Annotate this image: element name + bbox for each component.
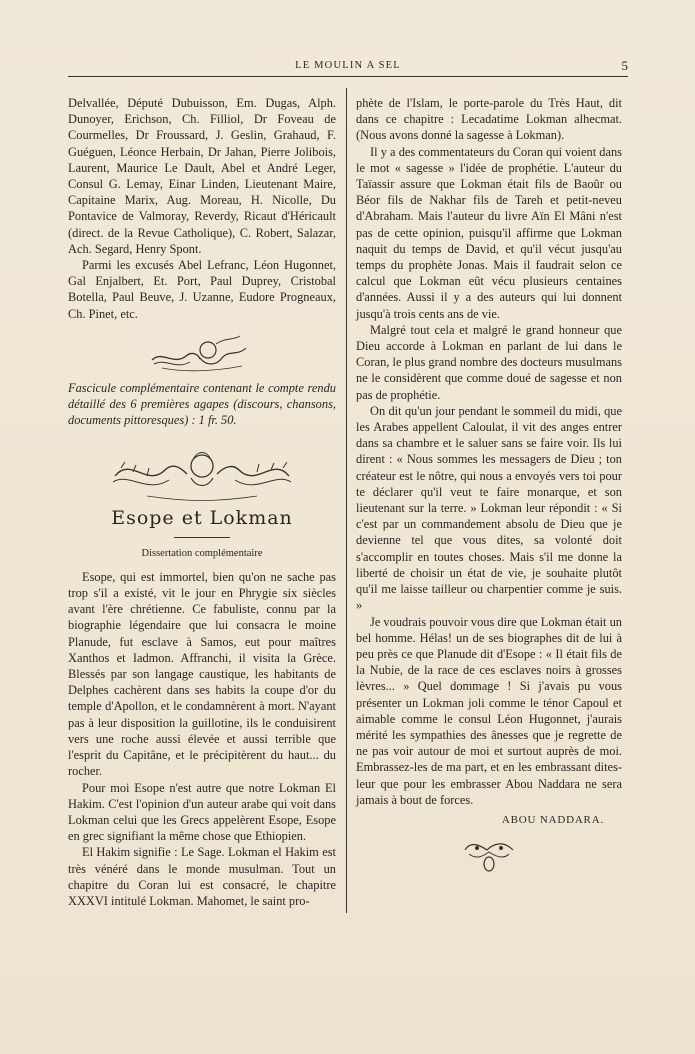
column-divider: [346, 88, 347, 913]
floral-ornament-icon: [459, 836, 519, 874]
fascicule-note: Fascicule complémentaire contenant le compte rendu détaillé des 6 premières agapes (discours, chansons, documents pittoresques) : 1 fr. 50.: [68, 380, 336, 428]
left-column: [68, 95, 336, 909]
lokman-paragraph-2: Il y a des commentateurs du Coran qui voient dans le mot « sagesse » l'idée de prophétie. L'auteur du Taïassir assure que Lokman était fils de Baoûr ou Béor fils de Nakhar fils de Tareh et petit-neveu d'Abraham. Mais l'auteur du livre Aïn El Mâni n'est pas de cette opinion, puisqu'il affirme que Lokman naquit du temps de David, et qu'il vécut jusqu'au temps du prophète Jonas. Mais il faudrait selon ce calcul que Lokman eût vécu plusieurs centaines d'années. Aussi il y a des auteurs qui lui donnent jusqu'à trois cents ans de vie.: [356, 144, 622, 321]
excuses-paragraph: Parmi les excusés Abel Lefranc, Léon Hugonnet, Gal Enjalbert, Et. Port, Paul Duprey, Cristobal Botella, Paul Beuve, J. Uzanne, Eudore Progneaux, Ch. Pinet, etc.: [68, 258, 336, 321]
lokman-paragraph-4: On dit qu'un jour pendant le sommeil du midi, que les Arabes appellent Caloulat, il vit des anges entrer dans sa chambre et le saluer sans se faire voir. Ils lui dirent : « Nous sommes les messagers de Dieu ; ton créateur est le nôtre, qui nous a envoyés vers toi pour te déclarer qu'il veut te faire monarque, et son lieutenant sur la terre. » Lokman leur répondit : « Si c'est par un commandement absolu de Dieu que je devienne tel que vous dites, sa volonté doit s'accomplir en toutes choses. Mais s'il me donne la liberté de choisir un état de vie, je souhaite plutôt qu'il me laisse tailleur ou charpentier comme je suis. »: [356, 403, 622, 613]
cherub-banner-icon: [107, 442, 297, 504]
esope-paragraph-2: Pour moi Esope n'est autre que notre Lokman El Hakim. C'est l'opinion d'un auteur arabe qui voit dans Lokman celui que les Grecs appelèrent Esope, Esope en grec signifiant la même chose que Ethiopien.: [68, 780, 336, 844]
esope-paragraph-3: El Hakim signifie : Le Sage. Lokman el Hakim est très vénéré dans le monde musulman. Tout un chapitre du Coran lui est consacré, le chapitre XXXVI intitulé Lokman. Mahomet, le saint pro-: [68, 845, 336, 908]
cherub-ornament-icon: [142, 332, 262, 374]
lokman-paragraph-1: phète de l'Islam, le porte-parole du Très Haut, dit dans ce chapitre : Lecadatime Lokman alhecmat. (Nous avons donné la sagesse à Lokman).: [356, 96, 622, 143]
lokman-paragraph-3: Malgré tout cela et malgré le grand honneur que Dieu accorde à Lokman en parlant de lui dans le Coran, le plus grand nombre des docteurs musulmans ne le considèrent que comme doué de sagesse et non pas de prophétie.: [356, 322, 622, 402]
section-subtitle: Dissertation complémentaire: [141, 547, 263, 559]
signature: ABOU NADDARA.: [501, 813, 604, 826]
attendees-paragraph: Delvallée, Député Dubuisson, Em. Dugas, Alph. Dunoyer, Erichson, Ch. Filliol, Dr Foveau de Courmelles, Dr Froussard, J. Geslin, Grahaud, F. Guéguen, Léonce Herbain, Dr Jahan, Pierre Jolibois, Laurent, Maurice Le Dault, Abel et André Leger, Consul G. Lemay, Einar Linden, Lieutenant Maire, Capitaine Marix, Aug. Moreau, H. Nicolle, Du Pontavice de Valmoray, Reverdy, Ricaut d'Héricault (direct. de la Revue Catholique), C. Robert, Salazar, Ach. Segard, Henry Spont.: [68, 96, 336, 256]
journal-title: LE MOULIN A SEL: [295, 60, 401, 71]
header-rule: [68, 76, 628, 77]
lokman-paragraph-5: Je voudrais pouvoir vous dire que Lokman était un bel homme. Hélas! un de ses biographes dit de lui à peu près ce que Planude dit d'Esope : « Il était fils de la Nubie, de la race de ces esclaves noirs à grosses lèvres... » Quel dommage ! Si j'avais pu vous présenter un Lokman joli comme le ténor Capoul et aimable comme le consul Léon Hugonnet, j'aurais mérité les sympathies des ânesses que je regrette de ne pas voir autour de moi et surtout auprès de moi. Embrassez-les de ma part, et en les embrassant dites-leur que pour les embrasser Abou Naddara ne sera jamais à bout de forces.: [356, 614, 622, 807]
page-number: 5: [621, 58, 628, 73]
running-header: [68, 58, 628, 76]
right-column: [356, 95, 622, 874]
esope-paragraph-1: Esope, qui est immortel, bien qu'on ne sache pas trop s'il a existé, vit le jour en Phrygie six siècles avant l'ère chrétienne. Ce fabuliste, connu par la biographie légendaire que lui consacra le moine Planude, fut esclave à Samos, eut pour maîtres Xanthos et Iadmon. Affranchi, il visita la Grèce. Blessés par son langage caustique, les habitants de Delphes cachèrent dans ses habits la coupe d'or du temple d'Apollon, et le condamnèrent à mort. N'ayant pas à leur disposition la guillotine, ils le conduisirent vers une roche aussi élevée et aussi terrible que l'esprit du Capitâne, et le précipitèrent du haut... du rocher.: [68, 569, 336, 779]
section-title: Esope et Lokman: [111, 507, 293, 530]
title-rule: [174, 537, 230, 538]
